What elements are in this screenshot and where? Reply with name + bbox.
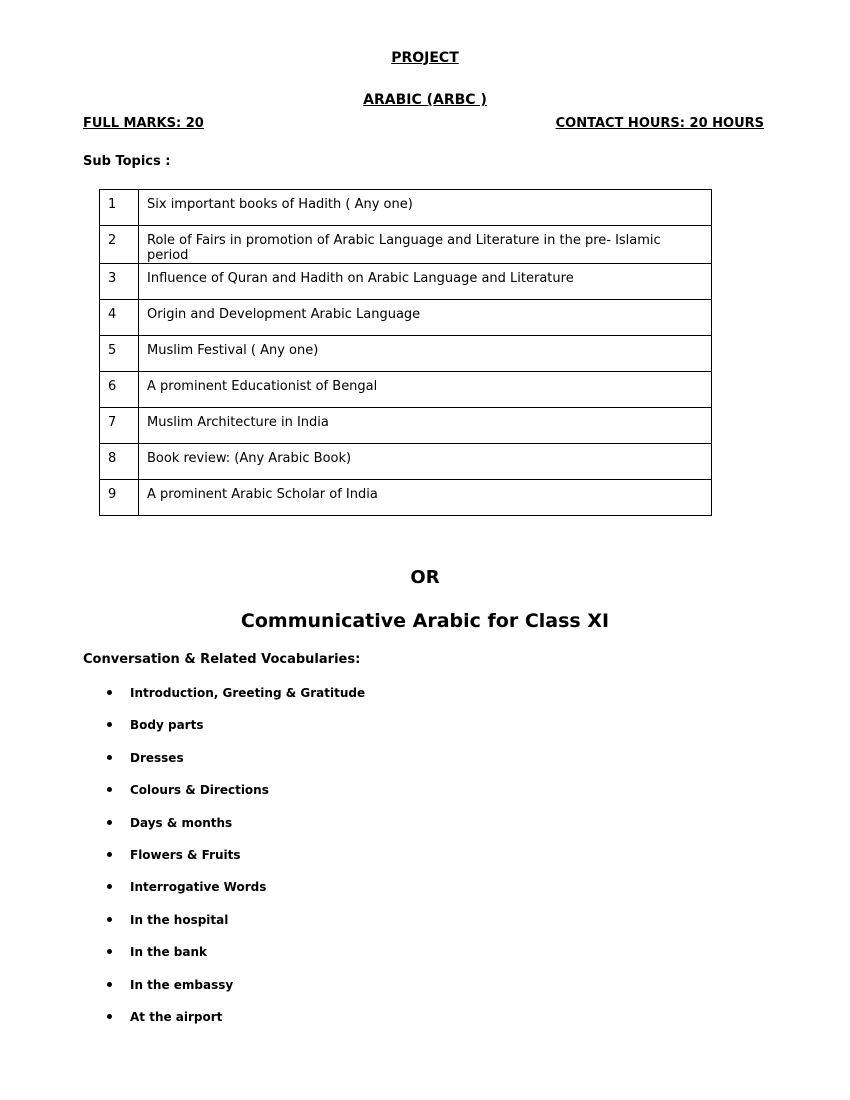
topic-text: Role of Fairs in promotion of Arabic Language and Literature in the pre- Islamic period bbox=[139, 226, 712, 264]
topic-number: 1 bbox=[100, 190, 139, 226]
list-item bbox=[83, 814, 365, 846]
project-heading: PROJECT bbox=[391, 50, 459, 66]
table-row bbox=[100, 372, 712, 408]
topic-text: Muslim Architecture in India bbox=[139, 408, 712, 444]
bullet-icon bbox=[107, 755, 112, 760]
table-row bbox=[100, 190, 712, 226]
table-row bbox=[100, 444, 712, 480]
list-item-label: Flowers & Fruits bbox=[130, 847, 241, 862]
list-item-label: In the hospital bbox=[130, 912, 229, 927]
table-row bbox=[100, 300, 712, 336]
list-item bbox=[83, 878, 365, 910]
topic-number: 2 bbox=[100, 226, 139, 264]
list-item bbox=[83, 716, 365, 748]
topic-text: Origin and Development Arabic Language bbox=[139, 300, 712, 336]
topic-text: Influence of Quran and Hadith on Arabic Language and Literature bbox=[139, 264, 712, 300]
list-item bbox=[83, 911, 365, 943]
bullet-icon bbox=[107, 917, 112, 922]
conversation-section-label: Conversation & Related Vocabularies: bbox=[83, 652, 361, 667]
bullet-icon bbox=[107, 690, 112, 695]
list-item bbox=[83, 749, 365, 781]
bullet-icon bbox=[107, 1014, 112, 1019]
list-item bbox=[83, 976, 365, 1008]
list-item bbox=[83, 684, 365, 716]
topic-number: 6 bbox=[100, 372, 139, 408]
bullet-icon bbox=[107, 982, 112, 987]
bullet-icon bbox=[107, 949, 112, 954]
topic-text: Muslim Festival ( Any one) bbox=[139, 336, 712, 372]
list-item bbox=[83, 846, 365, 878]
topic-number: 8 bbox=[100, 444, 139, 480]
list-item-label: Days & months bbox=[130, 815, 233, 830]
table-row bbox=[100, 264, 712, 300]
bullet-icon bbox=[107, 852, 112, 857]
sub-topics-label: Sub Topics : bbox=[83, 154, 171, 169]
full-marks: FULL MARKS: 20 bbox=[83, 116, 204, 131]
list-item-label: Body parts bbox=[130, 718, 204, 733]
list-item-label: Introduction, Greeting & Gratitude bbox=[130, 686, 366, 700]
table-row bbox=[100, 480, 712, 516]
list-item-label: At the airport bbox=[130, 1009, 223, 1024]
vocabulary-list bbox=[83, 684, 365, 1040]
bullet-icon bbox=[107, 722, 112, 727]
list-item bbox=[83, 943, 365, 975]
topic-number: 9 bbox=[100, 480, 139, 516]
or-divider: OR bbox=[410, 567, 440, 588]
topic-number: 3 bbox=[100, 264, 139, 300]
topic-number: 7 bbox=[100, 408, 139, 444]
contact-hours: CONTACT HOURS: 20 HOURS bbox=[555, 116, 764, 131]
bullet-icon bbox=[107, 820, 112, 825]
topic-text: A prominent Arabic Scholar of India bbox=[139, 480, 712, 516]
subject-heading: ARABIC (ARBC ) bbox=[363, 92, 487, 108]
list-item bbox=[83, 781, 365, 813]
list-item-label: In the bank bbox=[130, 945, 207, 960]
list-item-label: Colours & Directions bbox=[130, 783, 269, 798]
communicative-arabic-title: Communicative Arabic for Class XI bbox=[240, 610, 610, 632]
topic-number: 4 bbox=[100, 300, 139, 336]
topic-number: 5 bbox=[100, 336, 139, 372]
sub-topics-table bbox=[99, 189, 712, 516]
list-item bbox=[83, 1008, 365, 1040]
list-item-label: In the embassy bbox=[130, 977, 234, 992]
bullet-icon bbox=[107, 787, 112, 792]
topic-text: A prominent Educationist of Bengal bbox=[139, 372, 712, 408]
table-row bbox=[100, 336, 712, 372]
bullet-icon bbox=[107, 884, 112, 889]
list-item-label: Dresses bbox=[130, 750, 184, 765]
topic-text: Six important books of Hadith ( Any one) bbox=[139, 190, 712, 226]
topic-text: Book review: (Any Arabic Book) bbox=[139, 444, 712, 480]
table-row bbox=[100, 408, 712, 444]
list-item-label: Interrogative Words bbox=[130, 880, 267, 895]
table-row bbox=[100, 226, 712, 264]
